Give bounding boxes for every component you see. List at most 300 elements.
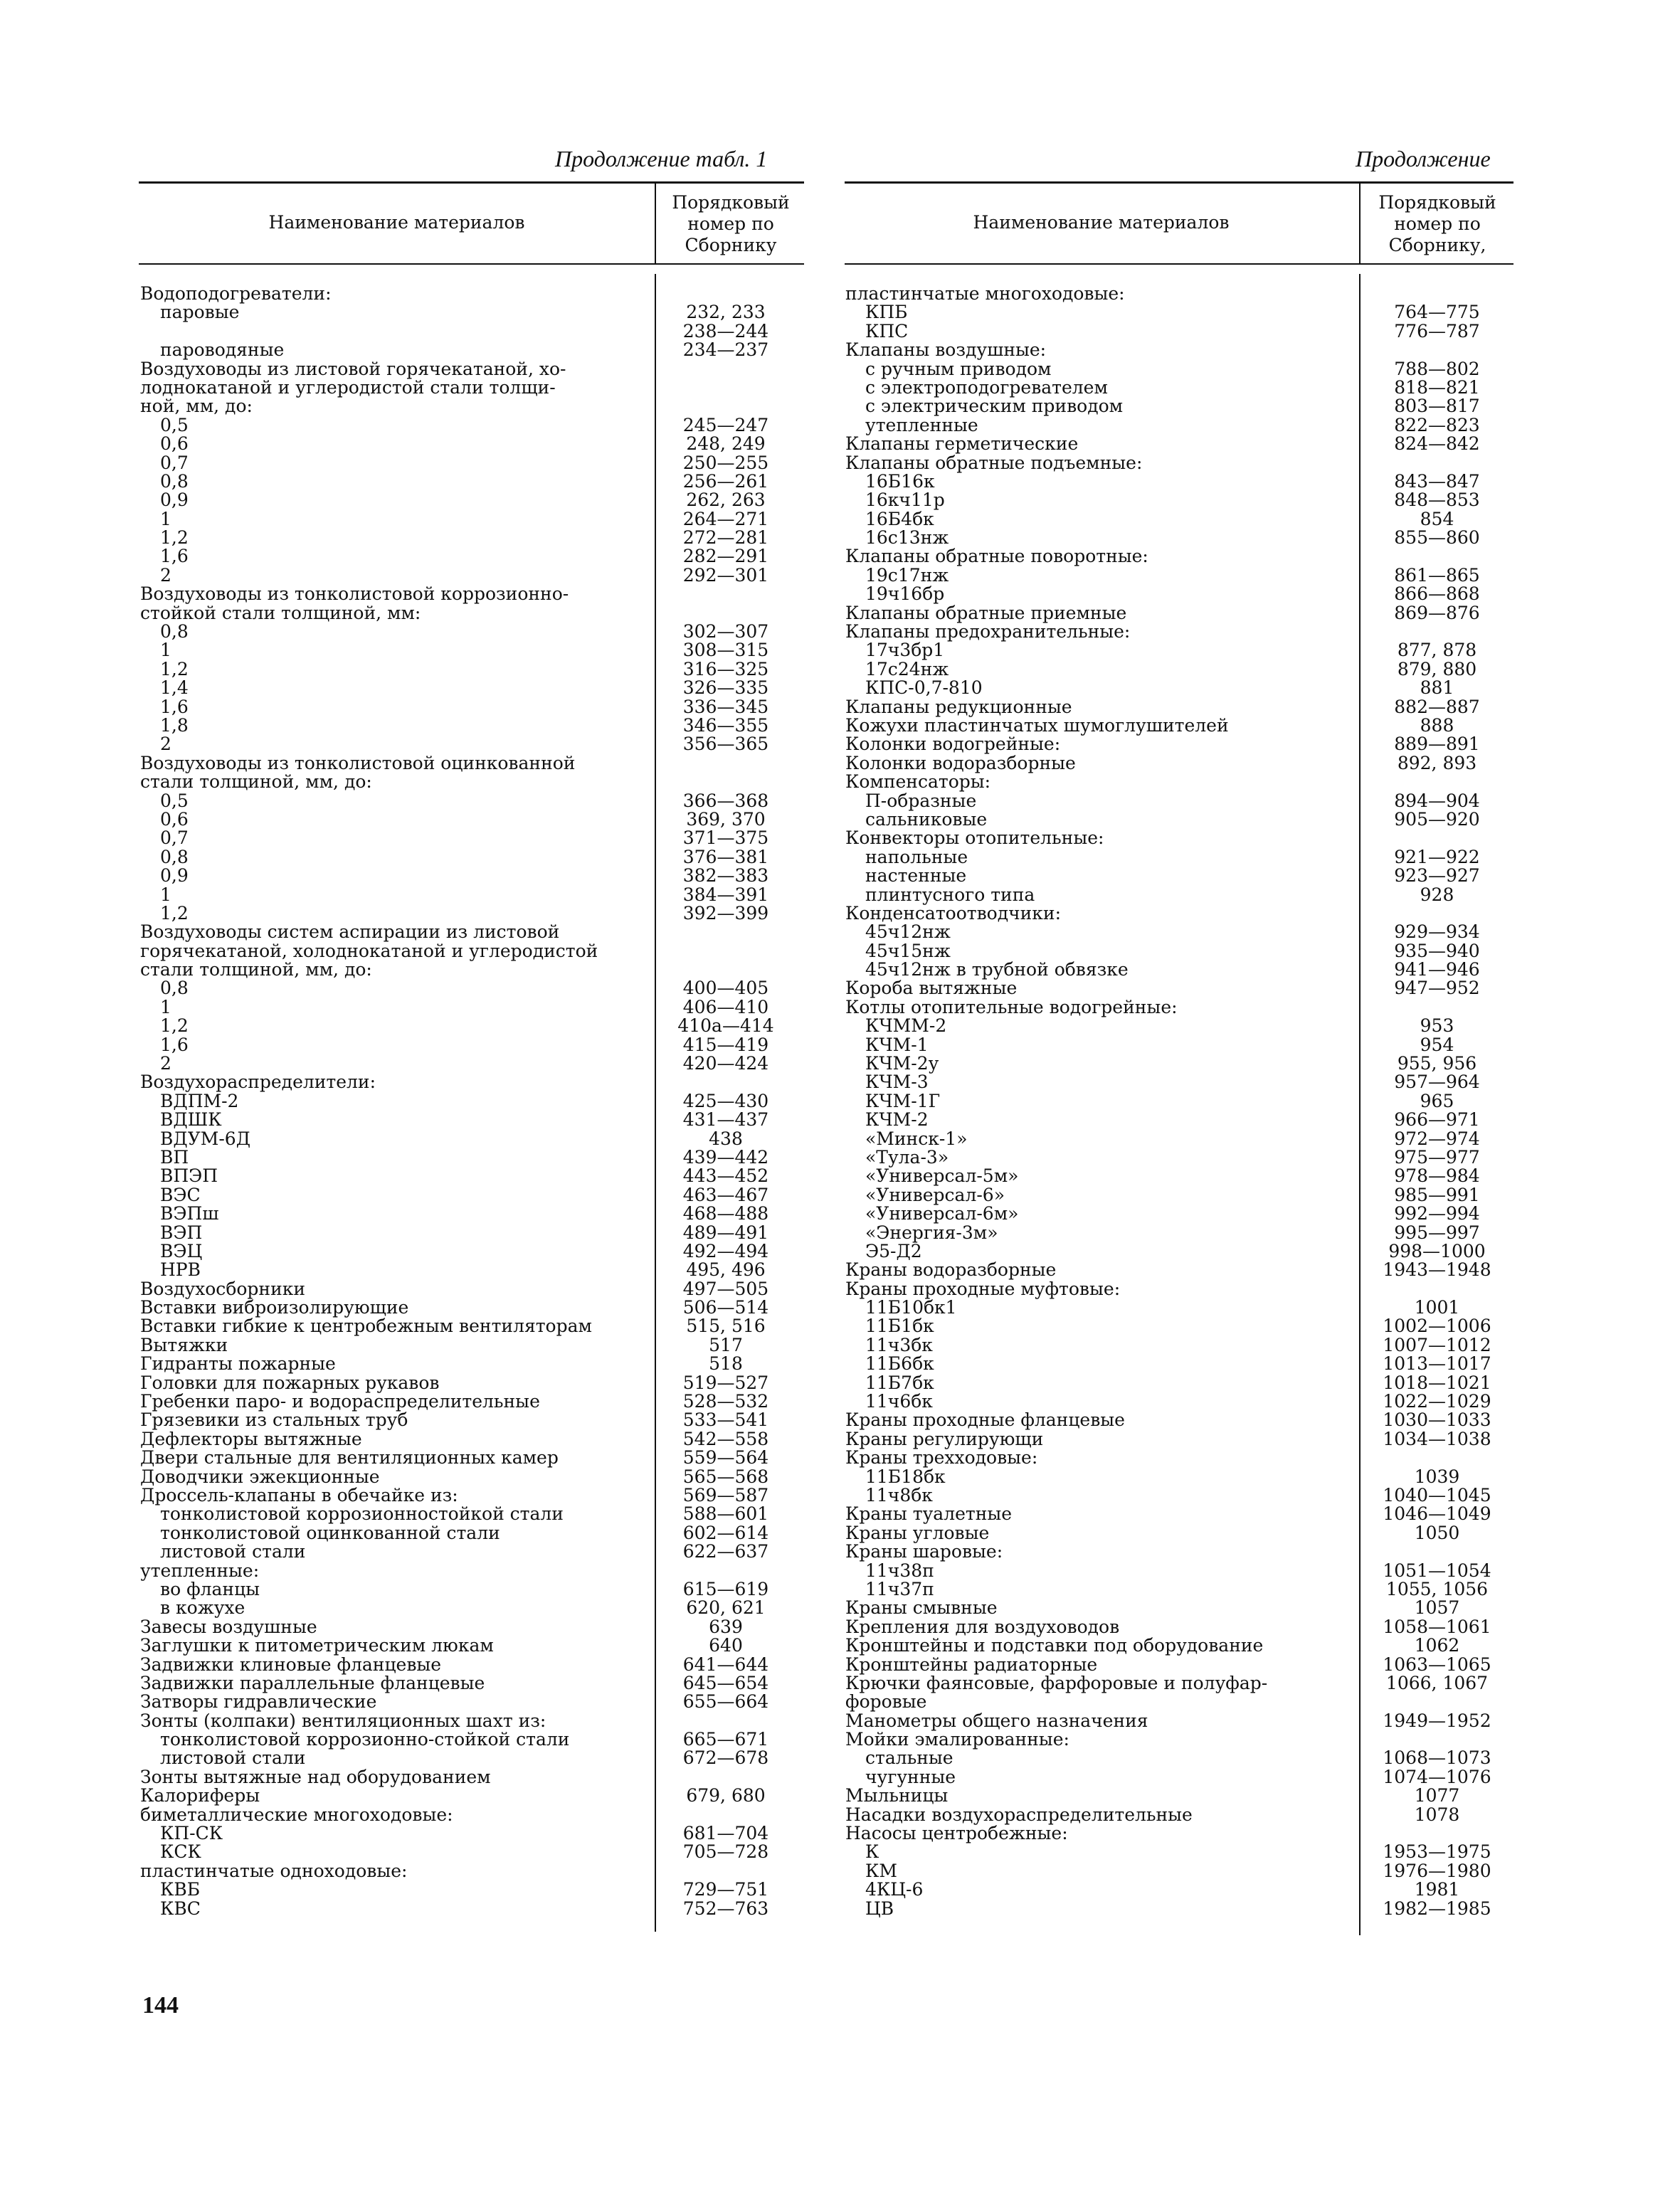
table-row	[845, 454, 1511, 472]
catalog-number: 1055, 1056	[1385, 1578, 1489, 1599]
catalog-number: 1062	[1414, 1635, 1460, 1656]
continuation-label-left: Продолжение табл. 1	[555, 146, 768, 171]
table-row	[140, 1336, 802, 1355]
material-name: Краны шаровые:	[845, 1541, 1003, 1562]
table-row	[140, 1205, 802, 1223]
material-name: Краны угловые	[845, 1522, 990, 1543]
table-row	[845, 566, 1511, 585]
catalog-number: 947—952	[1394, 978, 1480, 999]
material-name: 16Б4бк	[865, 508, 934, 529]
material-name: Э5-Д2	[865, 1240, 922, 1261]
table-row	[845, 1843, 1511, 1861]
catalog-number: 366—368	[682, 790, 769, 811]
material-name: паровые	[160, 302, 240, 323]
material-name: ВЭП	[160, 1222, 203, 1243]
catalog-number: 420—424	[682, 1053, 769, 1074]
table-row	[845, 698, 1511, 716]
catalog-number: 1953—1975	[1383, 1841, 1491, 1863]
material-name: 0,5	[160, 414, 189, 435]
table-row	[845, 341, 1511, 359]
table-row	[845, 998, 1511, 1017]
table-row	[140, 623, 802, 641]
catalog-number: 641—644	[682, 1654, 769, 1675]
table-row	[140, 1374, 802, 1392]
material-name: 45ч12нж в трубной обвязке	[865, 959, 1129, 980]
catalog-number: 1013—1017	[1383, 1353, 1491, 1375]
table-row	[140, 848, 802, 867]
material-name: 1	[160, 996, 171, 1017]
catalog-number: 1058—1061	[1383, 1616, 1491, 1637]
material-name: Зонты (колпаки) вентиляционных шахт из:	[140, 1710, 546, 1731]
catalog-number: 238—244	[682, 320, 769, 342]
material-name: стальные	[865, 1747, 953, 1769]
catalog-number: 955, 956	[1397, 1053, 1477, 1074]
table-row	[845, 848, 1511, 867]
table-row	[845, 1749, 1511, 1767]
table-row	[845, 923, 1511, 941]
material-name: с электроподогревателем	[865, 376, 1108, 398]
catalog-number: 1949—1952	[1383, 1710, 1491, 1731]
table-row	[140, 1111, 802, 1129]
catalog-number: 1001	[1414, 1297, 1460, 1318]
catalog-number: 679, 680	[686, 1785, 766, 1806]
material-name: Котлы отопительные водогрейные:	[845, 996, 1178, 1017]
catalog-number: 528—532	[682, 1391, 769, 1412]
catalog-number: 1034—1038	[1383, 1428, 1491, 1449]
table-row	[845, 1261, 1511, 1279]
table-row	[845, 1468, 1511, 1486]
catalog-number: 640	[709, 1635, 743, 1656]
material-name: 1,2	[160, 1015, 189, 1037]
catalog-number: 264—271	[682, 508, 769, 529]
table-row	[845, 303, 1511, 322]
material-name: «Универсал-5м»	[865, 1165, 1019, 1187]
material-name: Клапаны редукционные	[845, 696, 1072, 717]
catalog-number: 1018—1021	[1383, 1372, 1491, 1393]
table-body-left	[140, 285, 802, 1918]
table-row	[140, 1392, 802, 1411]
material-name: Краны туалетные	[845, 1503, 1013, 1525]
material-name: 2	[160, 1053, 171, 1074]
catalog-number: 272—281	[682, 527, 769, 549]
material-name: 11Б10бк1	[865, 1297, 957, 1318]
catalog-number: 1022—1029	[1383, 1391, 1491, 1412]
table-row	[140, 454, 802, 472]
material-name: Воздухосборники	[140, 1278, 306, 1299]
table-row	[845, 322, 1511, 341]
catalog-number: 569—587	[682, 1485, 769, 1506]
table-row	[845, 1712, 1511, 1730]
material-name: 1,6	[160, 1034, 189, 1055]
table-row	[845, 1824, 1511, 1843]
catalog-number: 245—247	[682, 414, 769, 435]
table-row	[845, 1524, 1511, 1543]
catalog-number: 356—365	[682, 734, 769, 755]
table-row	[140, 1862, 802, 1880]
material-name: 2	[160, 564, 171, 586]
catalog-number: 588—601	[682, 1503, 769, 1525]
catalog-number: 929—934	[1394, 921, 1480, 943]
table-row	[845, 867, 1511, 885]
catalog-number: 928	[1420, 884, 1454, 905]
catalog-number: 622—637	[682, 1541, 769, 1562]
material-name: КПБ	[865, 302, 908, 323]
material-name: 16кч11р	[865, 490, 945, 511]
catalog-number: 992—994	[1394, 1203, 1480, 1224]
table-row	[140, 1599, 802, 1617]
catalog-number: 1030—1033	[1383, 1409, 1491, 1431]
table-row	[140, 585, 802, 603]
table-row	[140, 472, 802, 491]
material-name: КПС	[865, 320, 909, 342]
table-row	[140, 1580, 802, 1599]
material-name: 11ч38п	[865, 1560, 934, 1581]
catalog-number: 921—922	[1394, 846, 1480, 867]
material-name: тонколистовой коррозионно-стойкой стали	[160, 1729, 570, 1750]
column-header-number-right: Порядковый номер по Сборнику,	[1378, 192, 1496, 255]
material-name: 0,8	[160, 846, 189, 867]
catalog-number: 1077	[1414, 1785, 1460, 1806]
table-row	[140, 360, 802, 379]
material-name: НРВ	[160, 1259, 201, 1281]
table-row	[140, 942, 802, 961]
table-row	[140, 904, 802, 923]
catalog-number: 665—671	[682, 1729, 769, 1750]
catalog-number: 326—335	[682, 677, 769, 699]
catalog-number: 565—568	[682, 1466, 769, 1487]
table-row	[845, 1674, 1511, 1693]
table-row	[140, 829, 802, 847]
material-name: Колонки водогрейные:	[845, 734, 1061, 755]
table-row	[140, 660, 802, 679]
catalog-number: 861—865	[1394, 564, 1480, 586]
table-row	[140, 1618, 802, 1636]
table-row	[845, 1562, 1511, 1580]
table-row	[845, 1242, 1511, 1261]
catalog-number: 346—355	[682, 714, 769, 736]
material-name: 1,8	[160, 714, 189, 736]
catalog-number: 1068—1073	[1383, 1747, 1491, 1769]
material-name: Манометры общего назначения	[845, 1710, 1148, 1731]
material-name: Кронштейны радиаторные	[845, 1654, 1098, 1675]
material-name: ВПЭП	[160, 1165, 218, 1187]
catalog-number: 877, 878	[1397, 640, 1477, 661]
catalog-number: 406—410	[682, 996, 769, 1017]
material-name: Воздуховоды систем аспирации из листовой	[140, 921, 560, 943]
table-row	[140, 1768, 802, 1787]
table-header-rule-left	[139, 263, 804, 265]
material-name: КСК	[160, 1841, 201, 1863]
catalog-number: 822—823	[1394, 414, 1480, 435]
catalog-number: 497—505	[682, 1278, 769, 1299]
material-name: стойкой стали толщиной, мм:	[140, 602, 421, 623]
table-row	[845, 1862, 1511, 1880]
catalog-number: 492—494	[682, 1240, 769, 1261]
catalog-number: 431—437	[682, 1109, 769, 1131]
material-name: утепленные:	[140, 1560, 260, 1581]
table-row	[140, 1524, 802, 1543]
catalog-number: 250—255	[682, 452, 769, 473]
catalog-number: 506—514	[682, 1297, 769, 1318]
table-row	[140, 322, 802, 341]
table-row	[140, 529, 802, 547]
catalog-number: 978—984	[1394, 1165, 1480, 1187]
material-name: 11Б7бк	[865, 1372, 934, 1393]
table-row	[845, 716, 1511, 735]
table-row	[845, 1900, 1511, 1918]
table-row	[845, 1374, 1511, 1392]
material-name: с электрическим приводом	[865, 396, 1124, 417]
table-row	[140, 1806, 802, 1824]
table-row	[845, 1186, 1511, 1205]
table-row	[845, 1224, 1511, 1242]
material-name: 11ч6бк	[865, 1391, 933, 1412]
table-top-rule-right	[845, 181, 1513, 184]
catalog-number: 1078	[1414, 1804, 1460, 1825]
catalog-number: 415—419	[682, 1034, 769, 1055]
catalog-number: 302—307	[682, 621, 769, 642]
material-name: Краны водоразборные	[845, 1259, 1057, 1281]
table-row	[140, 566, 802, 585]
table-row	[845, 961, 1511, 979]
table-row	[140, 923, 802, 941]
material-name: 0,8	[160, 470, 189, 492]
table-row	[845, 1430, 1511, 1449]
catalog-number: 888	[1420, 714, 1454, 736]
material-name: Задвижки параллельные фланцевые	[140, 1672, 485, 1693]
table-row	[140, 1242, 802, 1261]
material-name: пластинчатые многоходовые:	[845, 283, 1125, 304]
table-row	[845, 491, 1511, 509]
catalog-number: 489—491	[682, 1222, 769, 1243]
material-name: «Универсал-6м»	[865, 1203, 1019, 1224]
material-name: ЦВ	[865, 1898, 894, 1919]
material-name: 1,2	[160, 658, 189, 679]
table-row	[845, 754, 1511, 773]
material-name: тонколистовой оцинкованной стали	[160, 1522, 500, 1543]
material-name: ВЭПш	[160, 1203, 219, 1224]
catalog-number: 1063—1065	[1383, 1654, 1491, 1675]
catalog-number: 645—654	[682, 1672, 769, 1693]
material-name: биметаллические многоходовые:	[140, 1804, 453, 1825]
catalog-number: 752—763	[682, 1898, 769, 1919]
catalog-number: 848—853	[1394, 490, 1480, 511]
catalog-number: 655—664	[682, 1691, 769, 1713]
table-row	[140, 810, 802, 829]
catalog-number: 985—991	[1394, 1184, 1480, 1205]
catalog-number: 788—802	[1394, 358, 1480, 379]
material-name: 16с13нж	[865, 527, 949, 549]
material-name: 0,6	[160, 808, 189, 830]
material-name: Конденсатоотводчики:	[845, 902, 1062, 924]
catalog-number: 803—817	[1394, 396, 1480, 417]
table-row	[140, 1543, 802, 1561]
catalog-number: 1007—1012	[1383, 1334, 1491, 1355]
table-row	[140, 1092, 802, 1111]
table-row	[140, 773, 802, 791]
catalog-number: 729—751	[682, 1879, 769, 1900]
catalog-number: 1002—1006	[1383, 1316, 1491, 1337]
table-row	[845, 1017, 1511, 1035]
table-row	[140, 1674, 802, 1693]
material-name: листовой стали	[160, 1747, 306, 1769]
material-name: Дроссель-клапаны в обечайке из:	[140, 1485, 458, 1506]
material-name: с ручным приводом	[865, 358, 1052, 379]
material-name: Завесы воздушные	[140, 1616, 317, 1637]
material-name: Клапаны герметические	[845, 433, 1079, 455]
material-name: 11ч3бк	[865, 1334, 933, 1355]
table-row	[845, 1355, 1511, 1373]
material-name: 11Б1бк	[865, 1316, 934, 1337]
table-row	[140, 1130, 802, 1148]
material-name: Клапаны воздушные:	[845, 339, 1047, 361]
material-name: 0,5	[160, 790, 189, 811]
table-row	[845, 472, 1511, 491]
table-row	[140, 1148, 802, 1167]
table-row	[845, 1298, 1511, 1317]
table-row	[140, 961, 802, 979]
catalog-number: 425—430	[682, 1090, 769, 1111]
material-name: КВБ	[160, 1879, 201, 1900]
table-row	[140, 547, 802, 566]
catalog-number: 881	[1420, 677, 1454, 699]
material-name: 0,8	[160, 621, 189, 642]
catalog-number: 382—383	[682, 865, 769, 887]
catalog-number: 410а—414	[677, 1015, 774, 1037]
material-name: Задвижки клиновые фланцевые	[140, 1654, 442, 1675]
table-row	[845, 904, 1511, 923]
catalog-number: 972—974	[1394, 1128, 1480, 1149]
material-name: Вставки гибкие к центробежным вентиляторам	[140, 1316, 592, 1337]
material-name: Водоподогреватели:	[140, 283, 332, 304]
catalog-number: 995—997	[1394, 1222, 1480, 1243]
table-row	[845, 547, 1511, 566]
material-name: ВДУМ-6Д	[160, 1128, 251, 1149]
material-name: листовой стали	[160, 1541, 306, 1562]
catalog-number: 615—619	[682, 1578, 769, 1599]
table-row	[140, 716, 802, 735]
column-header-number-left: Порядковый номер по Сборнику	[672, 192, 790, 255]
catalog-number: 533—541	[682, 1409, 769, 1431]
material-name: Краны регулирующи	[845, 1428, 1044, 1449]
catalog-number: 542—558	[682, 1428, 769, 1449]
table-row	[140, 1787, 802, 1805]
catalog-number: 1943—1948	[1383, 1259, 1491, 1281]
catalog-number: 443—452	[682, 1165, 769, 1187]
table-top-rule-left	[139, 181, 804, 184]
material-name: плинтусного типа	[865, 884, 1035, 905]
material-name: 16Б16к	[865, 470, 935, 492]
material-name: Клапаны обратные подъемные:	[845, 452, 1143, 473]
catalog-number: 882—887	[1394, 696, 1480, 717]
table-row	[845, 1411, 1511, 1429]
table-row	[140, 1486, 802, 1505]
material-name: форовые	[845, 1691, 927, 1713]
table-row	[140, 285, 802, 303]
table-row	[845, 376, 1511, 398]
catalog-number: 923—927	[1394, 865, 1480, 887]
table-row	[845, 1787, 1511, 1805]
catalog-number: 855—860	[1394, 527, 1480, 549]
catalog-number: 256—261	[682, 470, 769, 492]
material-name: Головки для пожарных рукавов	[140, 1372, 440, 1393]
catalog-number: 1074—1076	[1383, 1766, 1491, 1787]
material-name: 1	[160, 508, 171, 529]
material-name: ВДШК	[160, 1109, 222, 1131]
material-name: сальниковые	[865, 808, 988, 830]
material-name: 1,6	[160, 546, 189, 567]
catalog-number: 518	[709, 1353, 743, 1375]
material-name: Короба вытяжные	[845, 978, 1018, 999]
material-name: Краны трехходовые:	[845, 1447, 1038, 1469]
table-row	[845, 1167, 1511, 1185]
table-row	[140, 1824, 802, 1843]
table-row	[845, 1317, 1511, 1335]
material-name: ВЭС	[160, 1184, 201, 1205]
table-row	[845, 1336, 1511, 1355]
material-name: КВС	[160, 1898, 201, 1919]
material-name: ВП	[160, 1146, 189, 1168]
catalog-number: 818—821	[1394, 376, 1480, 398]
material-name: Воздуховоды из тонколистовой оцинкованной	[140, 752, 576, 773]
table-row	[140, 1298, 802, 1317]
table-row	[140, 1562, 802, 1580]
table-row	[845, 435, 1511, 453]
material-name: 11Б18бк	[865, 1466, 946, 1487]
material-name: утепленные	[865, 414, 978, 435]
material-name: 11ч37п	[865, 1578, 934, 1599]
catalog-number: 705—728	[682, 1841, 769, 1863]
table-row	[845, 285, 1511, 303]
material-name: КЧММ-2	[865, 1015, 947, 1037]
material-name: Воздухораспределители:	[140, 1072, 376, 1093]
material-name: Краны проходные муфтовые:	[845, 1278, 1121, 1299]
catalog-number: 515, 516	[686, 1316, 766, 1337]
catalog-number: 463—467	[682, 1184, 769, 1205]
table-row	[140, 341, 802, 359]
table-row	[845, 529, 1511, 547]
catalog-number: 248, 249	[686, 433, 766, 455]
table-row	[845, 810, 1511, 829]
catalog-number: 369, 370	[686, 808, 766, 830]
catalog-number: 935—940	[1394, 940, 1480, 961]
material-name: Крепления для воздуховодов	[845, 1616, 1120, 1637]
catalog-number: 639	[709, 1616, 743, 1637]
table-row	[845, 660, 1511, 679]
catalog-number: 764—775	[1394, 302, 1480, 323]
catalog-number: 1976—1980	[1383, 1860, 1491, 1881]
table-row	[845, 1599, 1511, 1617]
catalog-number: 1066, 1067	[1385, 1672, 1489, 1693]
catalog-number: 672—678	[682, 1747, 769, 1769]
table-row	[140, 1073, 802, 1091]
catalog-number: 371—375	[682, 827, 769, 849]
table-row	[140, 1280, 802, 1298]
material-name: ВЭЦ	[160, 1240, 203, 1261]
page-number: 144	[142, 1992, 179, 2019]
table-row	[845, 1111, 1511, 1129]
material-name: Воздуховоды из тонколистовой коррозионно-	[140, 583, 569, 605]
table-row	[845, 792, 1511, 810]
catalog-number: 232, 233	[686, 302, 766, 323]
catalog-number: 308—315	[682, 640, 769, 661]
table-row	[140, 1411, 802, 1429]
material-name: КЧМ-3	[865, 1072, 929, 1093]
catalog-number: 1046—1049	[1383, 1503, 1491, 1525]
table-row	[140, 435, 802, 453]
material-name: 0,7	[160, 452, 189, 473]
material-name: Кожухи пластинчатых шумоглушителей	[845, 714, 1229, 736]
